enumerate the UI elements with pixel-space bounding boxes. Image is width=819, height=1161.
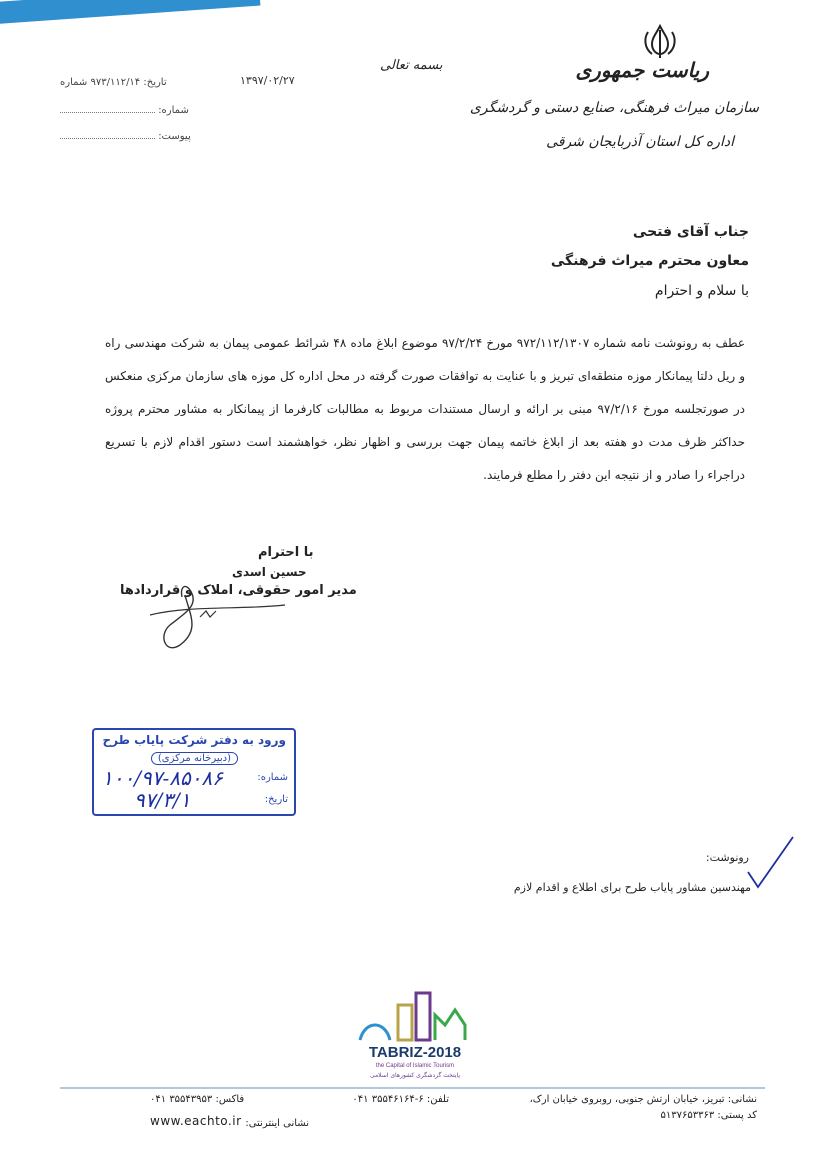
meta-number-label: شماره: [158,105,189,116]
handwritten-number: ۹۷۳/۱۱۲/۱۴ [90,77,141,88]
meta-attachment-dotline [60,128,155,139]
logo-subtitle: the Capital of Islamic Tourism [375,1063,455,1069]
stamp-date-label: تاریخ: [264,794,288,805]
tabriz-2018-logo [340,985,490,1085]
copy-to-text: مهندسین مشاور پایاب طرح برای اطلاع و اقدام لازم [513,881,751,894]
addressee-name: جناب آقای فتحی [632,224,749,240]
stamp-number-label: شماره: [257,772,288,783]
footer-address: نشانی: تبریز، خیابان ارتش جنوبی، روبروی خیابان ارک، [529,1094,757,1105]
stamp-title: ورود به دفتر شرکت پایاب طرح [102,733,286,747]
org-title: ریاست جمهوری [575,58,709,82]
org-department: اداره کل استان آذربایجان شرقی [546,134,734,150]
meta-attachment-label: پیوست: [158,131,191,142]
receipt-stamp [92,728,296,816]
greeting: با سلام و احترام [654,283,749,299]
logo-title: TABRIZ-2018 [368,1044,462,1061]
stamp-subtitle: (دبیرخانه مرکزی) [151,752,238,765]
meta-date-label: تاریخ: [143,77,167,88]
basmala: بسمه تعالی [380,58,443,73]
handwritten-date: ۱۳۹۷/۰۲/۲۷ [240,74,295,87]
signature-closing: با احترام [258,545,314,560]
checkmark-icon [738,832,798,892]
handwritten-signature [130,575,290,660]
footer-web-label: نشانی اینترنتی: [245,1118,309,1129]
stamp-number-value: ۱۰۰/۹۷-۸۵۰۸۶ [102,766,223,790]
meta-number-dotline [60,102,155,113]
footer-fax: فاکس: ۳۵۵۴۳۹۵۳ ۰۴۱ [150,1094,245,1105]
footer-phone: تلفن: ۶-۳۵۵۴۶۱۶۴ ۰۴۱ [352,1094,449,1105]
meta-attachment-row [60,128,191,142]
meta-number-tail: شماره [60,77,88,88]
meta-number-row [60,102,189,116]
footer-website[interactable]: www.eachto.ir [150,1114,242,1128]
letter-body: عطف به رونوشت نامه شماره ۹۷۲/۱۱۲/۱۳۰۷ مورخ ۹۷/۲/۲۴ موضوع ابلاغ ماده ۴۸ شرائط عمومی پیمان به شرکت مهندسی راه و ریل دلتا پیمانکار موزه منطقه‌ای تبریز و با عنایت به توافقات صورت گرفته در محل اداره کل موزه های سازمان مرکزی منعکس در صورتجلسه مورخ ۹۷/۲/۱۶ مبنی بر ارائه و ارسال مستندات مربوط به مطالبات کارفرما از پیمانکار به مشاور محترم پروژه حداکثر ظرف مدت دو هفته بعد از ابلاغ خاتمه پیمان جهت بررسی و اظهار نظر، خواهشمند است دستور اقدام لازم با تسریع دراجراء را صادر و از نتیجه این دفتر را مطلع فرمایند. [105,336,746,482]
signatory-title: مدیر امور حقوقی، املاک و قراردادها [120,583,357,598]
addressee-title: معاون محترم میراث فرهنگی [550,253,749,269]
copy-to-label: رونوشت: [705,851,749,864]
stamp-date-value: ۹۷/۳/۱ [134,788,191,812]
corner-stripe [0,0,260,26]
signatory-name: حسین اسدی [232,565,307,579]
meta-date-row [60,77,167,88]
logo-tagline: پایتخت گردشگری کشورهای اسلامی [369,1072,461,1079]
emblem-icon [640,24,680,60]
footer-postal-code: کد پستی: ۵۱۳۷۶۵۳۳۶۳ [660,1110,757,1121]
footer-divider [60,1087,765,1089]
org-subtitle: سازمان میراث فرهنگی، صنایع دستی و گردشگری [469,100,759,116]
